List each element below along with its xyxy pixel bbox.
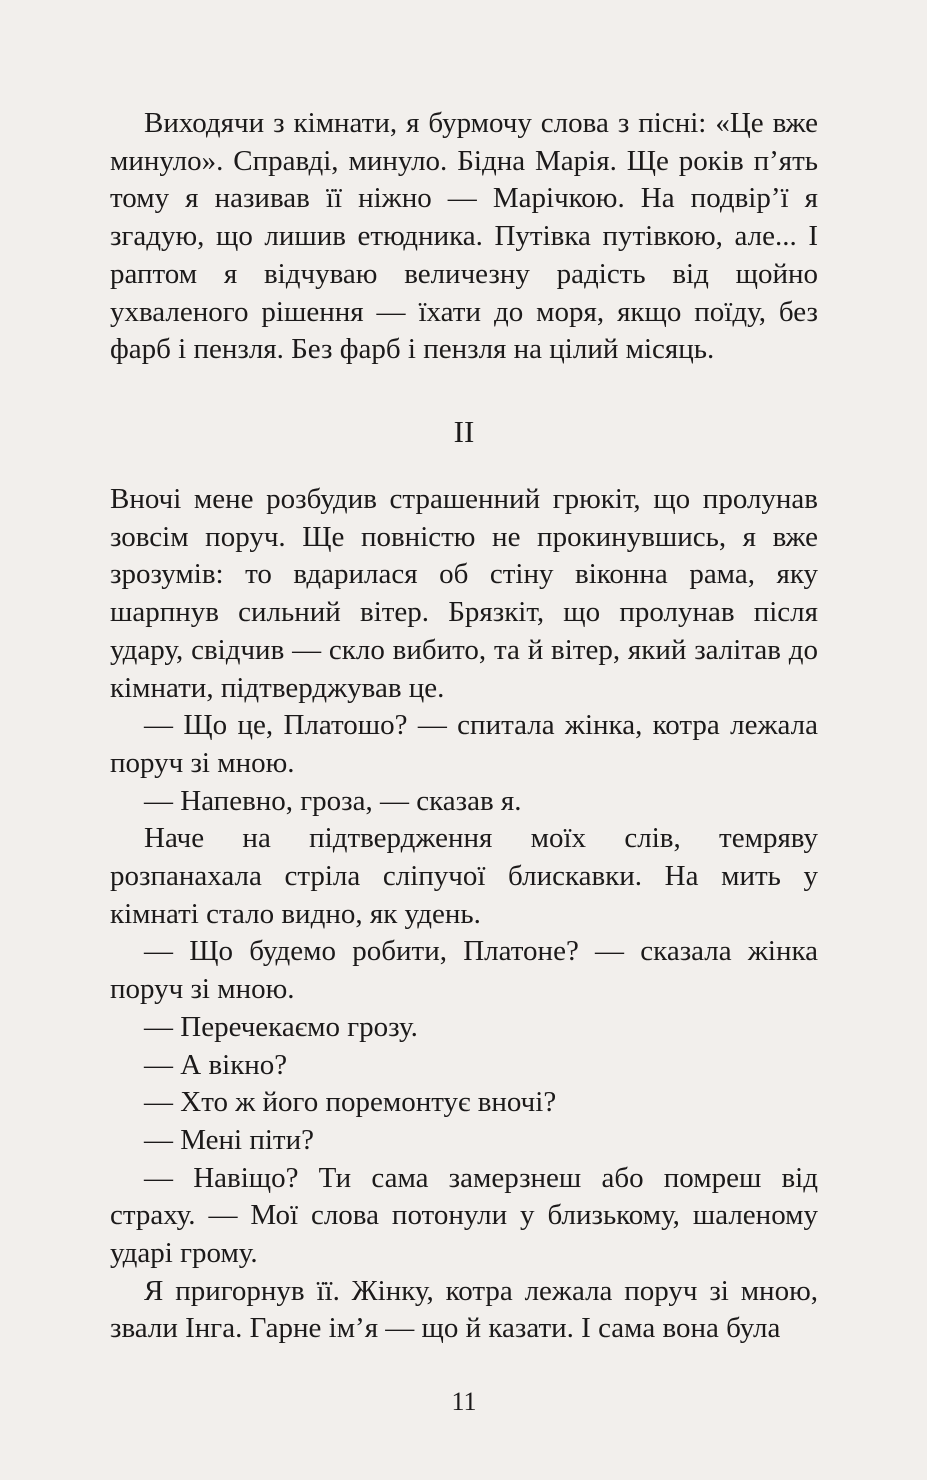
paragraph: Вночі мене розбудив страшенний грюкіт, що пролунав зовсім поруч. Ще повністю не прокинувшись, я вже зрозумів: то вдарилася об стіну віконна рама, яку шарпнув сильний вітер. Брязкіт, що пролунав після удару, свідчив — скло вибито, та й вітер, який залітав до кімнати, підтверджував це.: [110, 483, 818, 704]
dialogue-line: — Що це, Платошо? — спитала жінка, котра лежала поруч зі мною.: [110, 709, 818, 779]
section-two-text: [110, 481, 818, 1348]
page-number: 11: [451, 1387, 477, 1416]
paragraph: Виходячи з кімнати, я бурмочу слова з пісні: «Це вже минуло». Справді, минуло. Бідна Марія. Ще років п’ять тому я називав її ніжно — Марічкою. На подвір’ї я згадую, що лишив етюдника. Путівка путівкою, але... І раптом я відчуваю величезну радість від щойно ухваленого рішення — їхати до моря, якщо поїду, без фарб і пензля. Без фарб і пензля на цілий місяць.: [110, 107, 818, 366]
dialogue-line: — Навіщо? Ти сама замерзнеш або помреш від страху. — Мої слова потонули у близькому, шаленому ударі грому.: [110, 1161, 818, 1270]
section-one-text: [110, 105, 818, 369]
dialogue-line: — А вікно?: [144, 1048, 288, 1081]
chapter-heading: II: [453, 414, 475, 449]
paragraph: Наче на підтвердження моїх слів, темряву розпанахала стріла сліпучої блискавки. На мить у кімнаті стало видно, як удень.: [110, 822, 818, 930]
dialogue-line: — Що будемо робити, Платоне? — сказала жінка поруч зі мною.: [110, 935, 818, 1006]
dialogue-line: — Перечекаємо грозу.: [144, 1010, 418, 1043]
dialogue-line: — Хто ж його поремонтує вночі?: [144, 1086, 557, 1119]
dialogue-line: — Напевно, гроза, — сказав я.: [144, 784, 522, 817]
dialogue-line: — Мені піти?: [144, 1123, 314, 1156]
paragraph: Я пригорнув її. Жінку, котра лежала поруч зі мною, звали Інга. Гарне ім’я — що й казати. І сама вона була: [110, 1274, 818, 1345]
